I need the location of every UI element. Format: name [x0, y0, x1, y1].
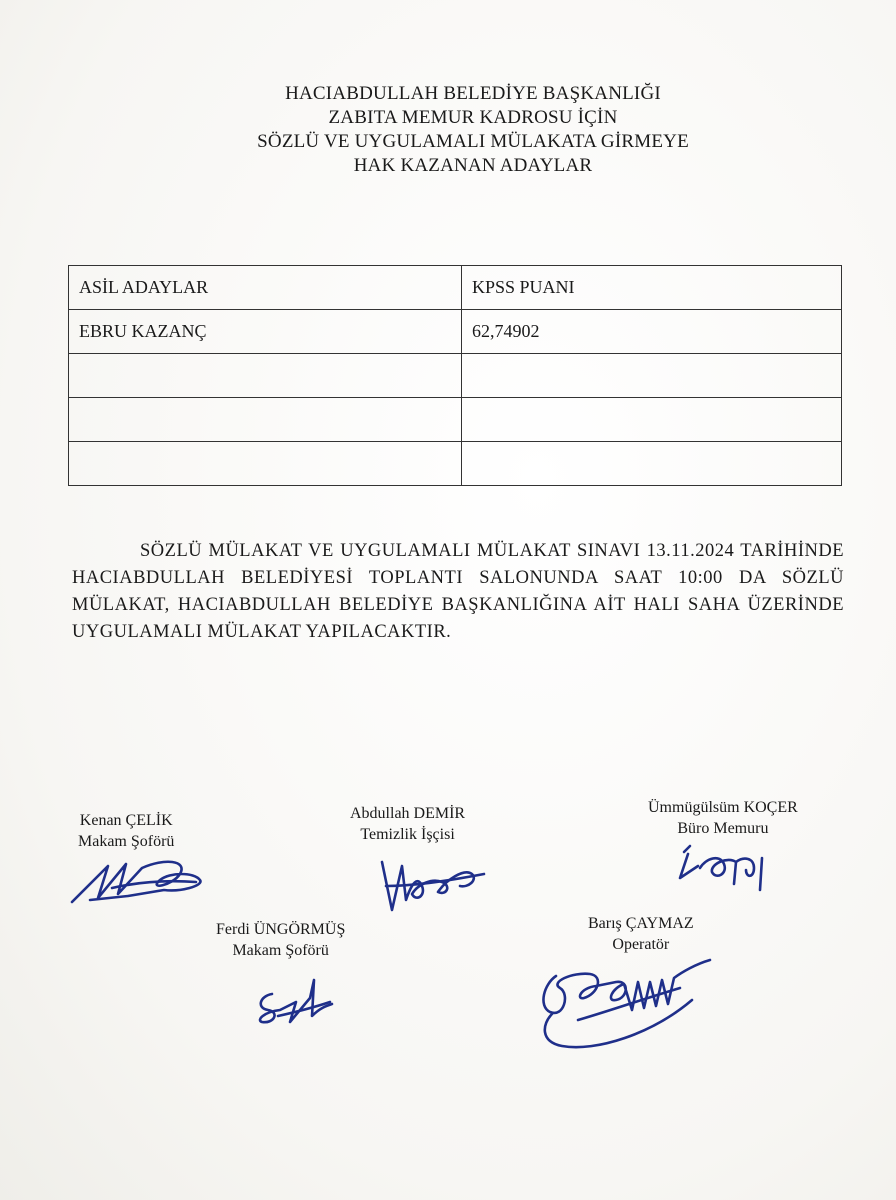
candidates-table	[68, 265, 842, 486]
table-row	[69, 442, 842, 486]
candidate-score: 62,74902	[462, 310, 842, 354]
signature-abdullah	[372, 856, 492, 916]
table-row	[69, 354, 842, 398]
candidate-score	[462, 398, 842, 442]
candidate-name	[69, 398, 462, 442]
title-line-3: SÖZLÜ VE UYGULAMALI MÜLAKATA GİRMEYE	[257, 131, 689, 152]
title-line-2: ZABITA MEMUR KADROSU İÇİN	[328, 107, 618, 128]
table-header-row	[69, 266, 842, 310]
signature-ferdi	[250, 972, 340, 1036]
signatory-name: Ferdi ÜNGÖRMÜŞ	[216, 921, 346, 938]
table-row	[69, 398, 842, 442]
candidate-name: EBRU KAZANÇ	[69, 310, 462, 354]
signatory-kenan	[78, 810, 174, 852]
signatory-title: Operatör	[612, 936, 670, 953]
candidate-score	[462, 354, 842, 398]
candidate-score	[462, 442, 842, 486]
signatory-title: Temizlik İşçisi	[360, 826, 455, 843]
signature-baris	[520, 950, 720, 1054]
document-title	[0, 82, 896, 178]
signatory-title: Büro Memuru	[677, 820, 769, 837]
col-header-candidates: ASİL ADAYLAR	[69, 266, 462, 310]
signatory-name: Kenan ÇELİK	[79, 812, 173, 829]
signatory-name: Ümmügülsüm KOÇER	[648, 799, 798, 816]
table-row	[69, 310, 842, 354]
signatory-abdullah	[350, 803, 465, 845]
signature-kenan	[68, 852, 218, 908]
candidate-name	[69, 354, 462, 398]
signature-ummugulsum	[676, 838, 776, 898]
signatory-baris	[588, 913, 694, 955]
signatory-name: Abdullah DEMİR	[350, 805, 466, 822]
signatory-ferdi	[216, 919, 345, 961]
signatory-ummugulsum	[648, 797, 798, 839]
signatory-title: Makam Şoförü	[78, 833, 175, 850]
title-line-1: HACIABDULLAH BELEDİYE BAŞKANLIĞI	[285, 83, 661, 104]
candidate-name	[69, 442, 462, 486]
title-line-4: HAK KAZANAN ADAYLAR	[353, 155, 593, 176]
signatory-name: Barış ÇAYMAZ	[588, 915, 694, 932]
col-header-kpss-score: KPSS PUANI	[462, 266, 842, 310]
exam-notice	[72, 538, 844, 646]
signatory-title: Makam Şoförü	[232, 942, 329, 959]
exam-notice-text: SÖZLÜ MÜLAKAT VE UYGULAMALI MÜLAKAT SINAVI 13.11.2024 TARİHİNDE HACIABDULLAH BELEDİYESİ TOPLANTI SALONUNDA SAAT 10:00 DA SÖZLÜ MÜLAKAT, HACIABDULLAH BELEDİYE BAŞKANLIĞINA AİT HALI SAHA ÜZERİNDE UYGULAMALI MÜLAKAT YAPILACAKTIR.	[72, 541, 844, 642]
